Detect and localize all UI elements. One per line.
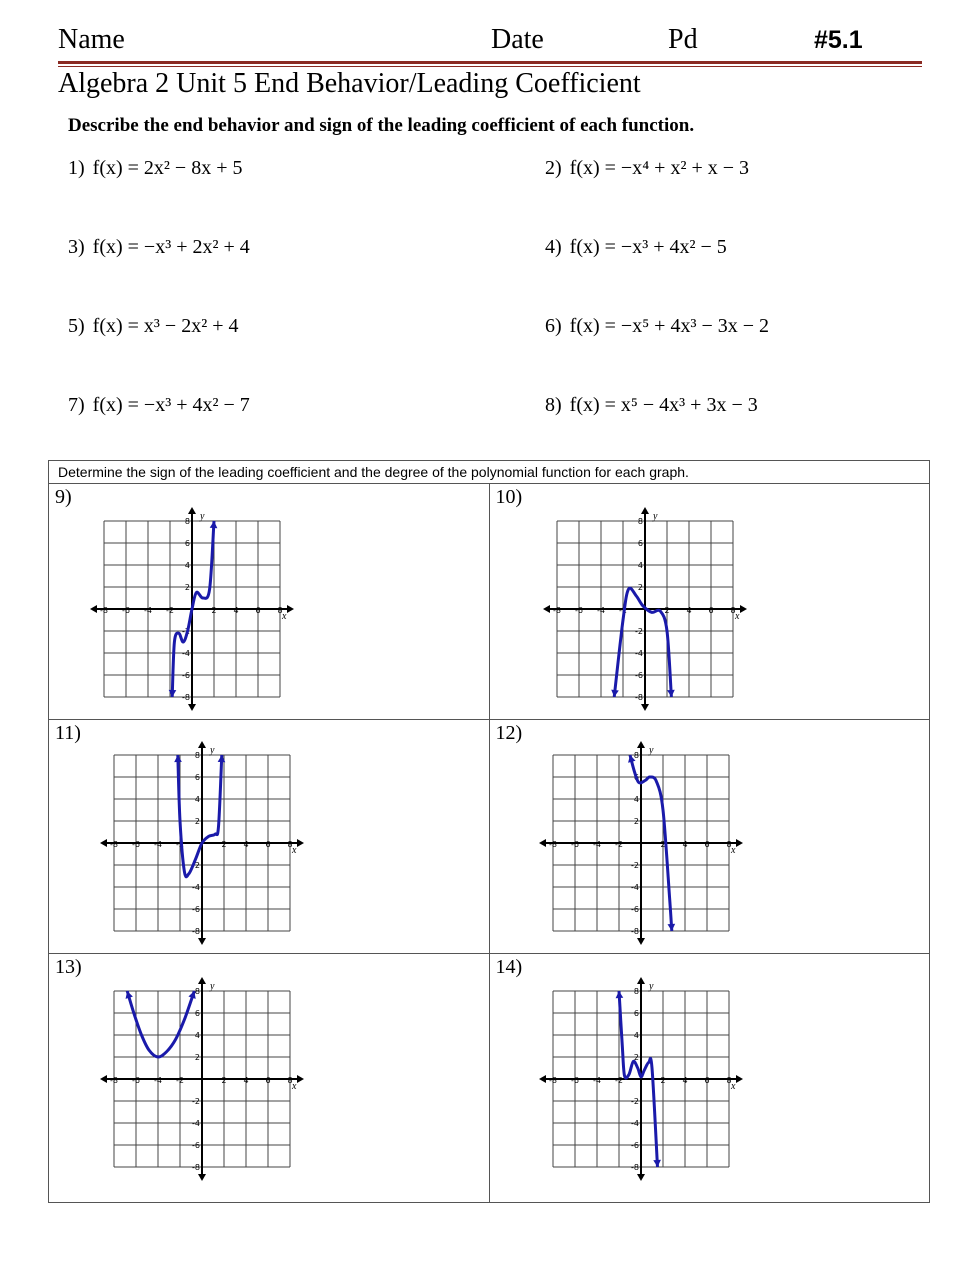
x-tick-label: -2 [614,1076,623,1085]
x-axis-arrow-left-icon [100,1075,107,1083]
x-tick-label: -2 [176,1076,184,1085]
y-tick-label: 2 [633,817,639,826]
problem-8: 8) f(x) = x⁵ − 4x³ + 3x − 3 [545,394,758,416]
y-tick-label: -6 [634,671,643,680]
y-tick-label: -2 [192,1097,200,1106]
x-axis-arrow-right-icon [736,1075,743,1083]
y-tick-label: 4 [184,561,190,570]
y-tick-label: -2 [192,861,200,870]
y-tick-label: -8 [630,927,639,936]
curve-arrow-icon [653,1160,661,1167]
curve-arrow-icon [210,521,218,528]
y-axis-label: y [210,981,215,992]
x-axis-label: x [734,611,739,622]
x-tick-label: -2 [176,840,184,849]
y-tick-label: -4 [192,883,200,892]
y-tick-label: -4 [182,649,190,658]
x-tick-label: 4 [233,606,239,615]
x-axis-arrow-left-icon [539,1075,546,1083]
x-tick-label: 2 [211,606,217,615]
y-axis-arrow-down-icon [637,938,645,945]
x-tick-label: -2 [614,840,623,849]
y-axis-arrow-up-icon [637,741,645,748]
y-tick-label: 2 [637,583,643,592]
y-tick-label: 2 [633,1053,639,1062]
y-tick-label: 4 [194,795,200,804]
x-tick-label: -2 [618,606,627,615]
graph-number: 10) [495,486,523,508]
y-tick-label: -4 [630,1119,639,1128]
y-axis-label: y [210,745,215,756]
header [58,24,922,60]
x-tick-label: 4 [681,1076,688,1085]
y-tick-label: 4 [637,561,643,570]
page-title: Algebra 2 Unit 5 End Behavior/Leading Coefficient [58,68,641,99]
y-tick-label: -6 [182,671,190,680]
x-tick-label: 6 [707,606,714,615]
y-tick-label: 2 [194,817,200,826]
y-tick-label: -8 [192,927,200,936]
y-tick-label: -8 [630,1163,639,1172]
y-tick-label: -8 [192,1163,200,1172]
y-tick-label: -8 [182,693,190,702]
y-tick-label: 6 [184,539,190,548]
y-tick-label: -4 [634,649,643,658]
x-tick-label: -8 [100,606,108,615]
y-tick-label: 6 [633,1009,639,1018]
x-axis-label: x [730,845,735,856]
graph-14 [538,976,768,1186]
y-axis-arrow-up-icon [637,977,645,984]
x-tick-label: -8 [110,840,118,849]
y-axis-label: y [200,511,205,522]
y-axis-label: y [648,745,653,756]
y-tick-label: 8 [633,987,639,996]
x-axis-arrow-right-icon [297,839,304,847]
x-tick-label: 2 [221,1076,227,1085]
x-axis-label: x [730,1081,735,1092]
graph-10 [542,506,772,716]
x-axis-label: x [282,611,287,622]
x-tick-label: -4 [592,1076,601,1085]
curve-arrow-icon [667,690,675,697]
x-axis-arrow-left-icon [100,839,107,847]
x-tick-label: -8 [548,840,557,849]
assignment-number: #5.1 [814,26,863,54]
y-tick-label: -6 [630,905,639,914]
y-tick-label: 4 [633,795,639,804]
y-tick-label: -6 [192,1141,200,1150]
x-tick-label: -6 [122,606,130,615]
y-tick-label: -6 [630,1141,639,1150]
x-tick-label: -4 [154,840,162,849]
x-tick-label: 2 [659,1076,666,1085]
y-tick-label: -2 [182,627,190,636]
x-tick-label: 2 [659,840,666,849]
y-tick-label: -2 [630,1097,639,1106]
header-rule [58,61,922,64]
x-tick-label: -4 [154,1076,162,1085]
problem-3: 3) f(x) = −x³ + 2x² + 4 [68,236,250,258]
x-tick-label: -6 [132,1076,140,1085]
header-rule-thin [58,66,922,67]
y-axis-arrow-up-icon [198,977,206,984]
x-tick-label: -2 [166,606,174,615]
y-tick-label: 8 [633,751,639,760]
graph-cell-12 [489,720,930,954]
x-tick-label: 6 [255,606,261,615]
x-tick-label: 4 [243,840,249,849]
y-tick-label: 6 [637,539,643,548]
x-tick-label: 4 [681,840,688,849]
period-label: Pd [668,24,698,55]
x-tick-label: 2 [663,606,670,615]
x-tick-label: -4 [596,606,605,615]
y-axis-label: y [652,511,657,522]
x-axis-arrow-right-icon [297,1075,304,1083]
table-instructions: Determine the sign of the leading coefficient and the degree of the polynomial function for each graph. [49,461,930,484]
y-axis-arrow-down-icon [188,704,196,711]
graph-cell-13 [49,954,490,1203]
graph-cell-10 [489,484,930,720]
y-tick-label: 6 [194,1009,200,1018]
y-tick-label: 4 [633,1031,639,1040]
y-tick-label: -2 [634,627,643,636]
x-tick-label: 8 [725,840,732,849]
problem-6: 6) f(x) = −x⁵ + 4x³ − 3x − 2 [545,315,770,337]
y-axis-arrow-up-icon [641,507,649,514]
y-axis-arrow-up-icon [188,507,196,514]
y-tick-label: 4 [194,1031,200,1040]
x-axis-arrow-right-icon [736,839,743,847]
y-tick-label: 8 [637,517,643,526]
x-tick-label: 6 [265,1076,271,1085]
x-tick-label: -6 [574,606,583,615]
y-tick-label: -4 [192,1119,200,1128]
graph-number: 11) [55,722,81,744]
x-tick-label: 8 [729,606,736,615]
x-tick-label: 6 [703,840,710,849]
y-tick-label: 8 [194,987,200,996]
problem-7: 7) f(x) = −x³ + 4x² − 7 [68,394,250,416]
y-axis-arrow-up-icon [198,741,206,748]
x-tick-label: -8 [552,606,561,615]
graph-cell-11 [49,720,490,954]
x-tick-label: 8 [287,1076,293,1085]
curve-arrow-icon [174,755,182,762]
x-axis-label: x [292,1081,297,1092]
x-tick-label: -8 [548,1076,557,1085]
graph-9 [89,506,319,716]
y-axis-arrow-down-icon [198,938,206,945]
graph-13 [99,976,329,1186]
x-tick-label: -4 [592,840,601,849]
x-axis-arrow-right-icon [740,605,747,613]
x-tick-label: 4 [685,606,692,615]
y-tick-label: -6 [192,905,200,914]
x-axis-arrow-left-icon [539,839,546,847]
x-tick-label: -8 [110,1076,118,1085]
x-axis-arrow-left-icon [543,605,550,613]
x-tick-label: 4 [243,1076,249,1085]
problem-2: 2) f(x) = −x⁴ + x² + x − 3 [545,157,750,179]
y-tick-label: 6 [633,773,639,782]
y-tick-label: 8 [194,751,200,760]
y-tick-label: 8 [184,517,190,526]
x-axis-arrow-left-icon [90,605,97,613]
x-tick-label: -6 [570,840,579,849]
x-tick-label: 8 [287,840,293,849]
x-tick-label: -4 [144,606,152,615]
curve-arrow-icon [667,924,675,931]
y-axis-arrow-down-icon [637,1174,645,1181]
graph-12 [538,740,768,950]
graph-number: 12) [495,722,523,744]
x-tick-label: 6 [703,1076,710,1085]
curve-arrow-icon [615,991,623,998]
y-tick-label: -4 [630,883,639,892]
x-tick-label: 8 [277,606,283,615]
graph-cell-14 [489,954,930,1203]
problem-1: 1) f(x) = 2x² − 8x + 5 [68,157,243,179]
graph-number: 14) [495,956,523,978]
instructions: Describe the end behavior and sign of the leading coefficient of each function. [68,115,695,136]
problem-5: 5) f(x) = x³ − 2x² + 4 [68,315,239,337]
y-axis-arrow-down-icon [641,704,649,711]
name-label: Name [58,24,125,55]
y-tick-label: 2 [194,1053,200,1062]
x-tick-label: 6 [265,840,271,849]
graph-cell-9 [49,484,490,720]
y-tick-label: -2 [630,861,639,870]
x-axis-arrow-right-icon [287,605,294,613]
x-axis-label: x [292,845,297,856]
problem-4: 4) f(x) = −x³ + 4x² − 5 [545,236,727,258]
x-tick-label: -6 [570,1076,579,1085]
graph-number: 9) [55,486,72,508]
graph-11 [99,740,329,950]
x-tick-label: -6 [132,840,140,849]
x-tick-label: 2 [221,840,227,849]
x-tick-label: 8 [725,1076,732,1085]
y-tick-label: 6 [194,773,200,782]
graph-table [48,460,930,1203]
date-label: Date [491,24,544,55]
y-axis-label: y [648,981,653,992]
y-axis-arrow-down-icon [198,1174,206,1181]
graph-number: 13) [55,956,82,978]
y-tick-label: 2 [184,583,190,592]
y-tick-label: -8 [634,693,643,702]
function-curve [127,991,194,1057]
